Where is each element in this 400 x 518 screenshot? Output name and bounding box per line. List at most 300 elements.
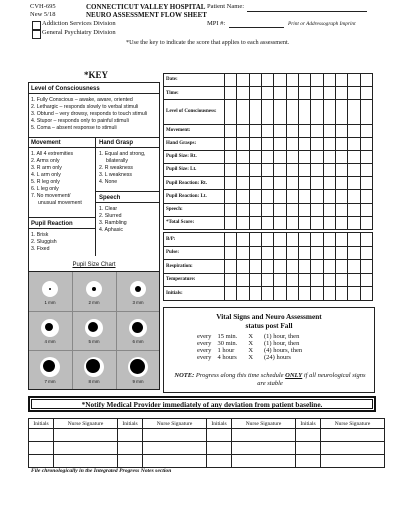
flow-cell[interactable] bbox=[323, 87, 335, 100]
flow-cell[interactable] bbox=[249, 190, 261, 203]
flow-row bbox=[164, 203, 373, 216]
flow-row-label: Pulse: bbox=[164, 246, 225, 260]
neuro-flow-grid bbox=[163, 73, 373, 229]
flow-cell[interactable] bbox=[261, 137, 273, 150]
flow-cell[interactable] bbox=[237, 273, 249, 287]
flow-cell[interactable] bbox=[225, 124, 237, 137]
flow-cell[interactable] bbox=[311, 164, 323, 177]
flow-cell[interactable] bbox=[286, 150, 298, 163]
flow-cell[interactable] bbox=[249, 246, 261, 260]
flow-row bbox=[164, 233, 373, 247]
flow-cell[interactable] bbox=[261, 190, 273, 203]
initials-header: Initials bbox=[296, 419, 321, 429]
flow-cell[interactable] bbox=[298, 177, 310, 190]
flow-cell[interactable] bbox=[348, 273, 360, 287]
flow-cell[interactable] bbox=[225, 273, 237, 287]
schedule-cell: X bbox=[248, 340, 254, 347]
flow-cell[interactable] bbox=[286, 177, 298, 190]
flow-row-label: *Total Score: bbox=[164, 216, 225, 229]
flow-cell[interactable] bbox=[286, 246, 298, 260]
flow-cell[interactable] bbox=[274, 137, 286, 150]
flow-cell[interactable] bbox=[311, 203, 323, 216]
flow-cell[interactable] bbox=[237, 74, 249, 87]
flow-cell[interactable] bbox=[274, 246, 286, 260]
schedule-cell: every bbox=[197, 347, 212, 354]
flow-cell[interactable] bbox=[311, 74, 323, 87]
flow-cell[interactable] bbox=[261, 273, 273, 287]
flow-cell[interactable] bbox=[311, 190, 323, 203]
flow-cell[interactable] bbox=[261, 246, 273, 260]
flow-cell[interactable] bbox=[348, 87, 360, 100]
initials-cell[interactable] bbox=[118, 442, 143, 455]
speech-title: Speech bbox=[99, 195, 121, 201]
flow-cell[interactable] bbox=[335, 203, 347, 216]
flow-cell[interactable] bbox=[323, 74, 335, 87]
nurse-signature-header: Nurse Signature bbox=[54, 419, 118, 429]
flow-cell[interactable] bbox=[335, 164, 347, 177]
flow-cell[interactable] bbox=[261, 233, 273, 247]
flow-cell[interactable] bbox=[311, 260, 323, 274]
flow-cell[interactable] bbox=[323, 233, 335, 247]
pupil-reaction-item: 3. Fixed bbox=[31, 246, 50, 252]
flow-cell[interactable] bbox=[323, 190, 335, 203]
flow-cell[interactable] bbox=[348, 233, 360, 247]
nurse-signature-cell[interactable] bbox=[232, 455, 296, 468]
nurse-signature-cell[interactable] bbox=[54, 442, 118, 455]
general-psych-checkbox[interactable] bbox=[32, 30, 41, 39]
flow-cell[interactable] bbox=[298, 87, 310, 100]
pupil-chart-title: Pupil Size Chart bbox=[72, 262, 116, 268]
flow-cell[interactable] bbox=[274, 164, 286, 177]
flow-cell[interactable] bbox=[335, 150, 347, 163]
flow-cell[interactable] bbox=[311, 273, 323, 287]
flow-cell[interactable] bbox=[225, 246, 237, 260]
flow-cell[interactable] bbox=[311, 233, 323, 247]
flow-cell[interactable] bbox=[360, 260, 372, 274]
flow-cell[interactable] bbox=[261, 287, 273, 301]
flow-row-label: Respiration: bbox=[164, 260, 225, 274]
flow-cell[interactable] bbox=[348, 287, 360, 301]
hand-grasp-item: 4. None bbox=[99, 179, 118, 185]
mpi-field[interactable] bbox=[229, 27, 284, 28]
flow-cell[interactable] bbox=[360, 124, 372, 137]
flow-cell[interactable] bbox=[298, 260, 310, 274]
flow-cell[interactable] bbox=[360, 150, 372, 163]
flow-cell[interactable] bbox=[323, 177, 335, 190]
flow-cell[interactable] bbox=[261, 87, 273, 100]
hand-grasp-item: bilaterally bbox=[106, 158, 128, 164]
schedule-cell: 1 hour bbox=[217, 347, 235, 354]
signature-table bbox=[28, 418, 376, 462]
patient-name-field[interactable] bbox=[247, 11, 367, 12]
flow-cell[interactable] bbox=[298, 74, 310, 87]
flow-cell[interactable] bbox=[261, 260, 273, 274]
nurse-signature-cell[interactable] bbox=[54, 429, 118, 442]
schedule-cell: every bbox=[197, 333, 212, 340]
flow-cell[interactable] bbox=[298, 246, 310, 260]
flow-cell[interactable] bbox=[274, 100, 286, 124]
flow-cell[interactable] bbox=[249, 177, 261, 190]
flow-cell[interactable] bbox=[261, 203, 273, 216]
flow-cell[interactable] bbox=[323, 246, 335, 260]
flow-cell[interactable] bbox=[360, 287, 372, 301]
flow-cell[interactable] bbox=[323, 216, 335, 229]
schedule-cell: 4 hours bbox=[217, 354, 237, 361]
flow-cell[interactable] bbox=[323, 124, 335, 137]
flow-cell[interactable] bbox=[286, 287, 298, 301]
flow-cell[interactable] bbox=[225, 100, 237, 124]
flow-cell[interactable] bbox=[335, 87, 347, 100]
pupil-circle-3mm bbox=[130, 281, 146, 297]
flow-cell[interactable] bbox=[286, 137, 298, 150]
schedule-cell: 15 min. bbox=[217, 333, 238, 340]
flow-cell[interactable] bbox=[249, 87, 261, 100]
flow-cell[interactable] bbox=[225, 164, 237, 177]
addiction-division-label: Addiction Services Division bbox=[42, 20, 116, 27]
flow-cell[interactable] bbox=[249, 216, 261, 229]
flow-cell[interactable] bbox=[360, 177, 372, 190]
flow-cell[interactable] bbox=[225, 203, 237, 216]
flow-cell[interactable] bbox=[298, 273, 310, 287]
consciousness-item: 5. Coma – absent response to stimuli bbox=[31, 125, 117, 131]
flow-cell[interactable] bbox=[249, 273, 261, 287]
flow-cell[interactable] bbox=[360, 273, 372, 287]
flow-cell[interactable] bbox=[348, 164, 360, 177]
flow-row-label: Level of Consciousness: bbox=[164, 100, 225, 124]
flow-cell[interactable] bbox=[237, 177, 249, 190]
flow-cell[interactable] bbox=[249, 164, 261, 177]
initials-cell[interactable] bbox=[296, 429, 321, 442]
flow-cell[interactable] bbox=[225, 74, 237, 87]
flow-row-label: Date: bbox=[164, 74, 225, 87]
movement-section bbox=[29, 137, 96, 217]
flow-cell[interactable] bbox=[286, 203, 298, 216]
flow-cell[interactable] bbox=[311, 137, 323, 150]
flow-cell[interactable] bbox=[335, 233, 347, 247]
flow-cell[interactable] bbox=[335, 273, 347, 287]
flow-cell[interactable] bbox=[348, 246, 360, 260]
pupil-size-label: 8 mm bbox=[88, 379, 100, 384]
flow-cell[interactable] bbox=[311, 150, 323, 163]
flow-cell[interactable] bbox=[323, 260, 335, 274]
flow-cell[interactable] bbox=[335, 216, 347, 229]
flow-cell[interactable] bbox=[335, 260, 347, 274]
flow-cell[interactable] bbox=[348, 137, 360, 150]
flow-cell[interactable] bbox=[225, 216, 237, 229]
flow-cell[interactable] bbox=[335, 124, 347, 137]
nurse-signature-cell[interactable] bbox=[143, 455, 207, 468]
flow-row-label: Pupil Size: Rt. bbox=[164, 150, 225, 163]
notify-text: *Notify Medical Provider immediately of any deviation from patient baseline. bbox=[31, 399, 373, 409]
flow-cell[interactable] bbox=[249, 150, 261, 163]
flow-cell[interactable] bbox=[225, 137, 237, 150]
flow-row-label: Pupil Size: Lt. bbox=[164, 164, 225, 177]
flow-cell[interactable] bbox=[286, 124, 298, 137]
pupil-size-label: 3 mm bbox=[132, 300, 144, 305]
flow-cell[interactable] bbox=[323, 100, 335, 124]
flow-cell[interactable] bbox=[298, 100, 310, 124]
flow-cell[interactable] bbox=[225, 260, 237, 274]
movement-title: Movement bbox=[31, 140, 61, 146]
initials-header: Initials bbox=[118, 419, 143, 429]
initials-cell[interactable] bbox=[296, 442, 321, 455]
flow-cell[interactable] bbox=[249, 260, 261, 274]
flow-row-label: Movement: bbox=[164, 124, 225, 137]
flow-cell[interactable] bbox=[249, 137, 261, 150]
flow-cell[interactable] bbox=[274, 177, 286, 190]
flow-cell[interactable] bbox=[286, 190, 298, 203]
flow-cell[interactable] bbox=[360, 100, 372, 124]
flow-cell[interactable] bbox=[298, 137, 310, 150]
nurse-signature-cell[interactable] bbox=[321, 455, 385, 468]
flow-cell[interactable] bbox=[261, 177, 273, 190]
flow-cell[interactable] bbox=[311, 177, 323, 190]
flow-cell[interactable] bbox=[274, 216, 286, 229]
schedule-cell: X bbox=[248, 333, 254, 340]
initials-cell[interactable] bbox=[29, 442, 54, 455]
nurse-signature-cell[interactable] bbox=[321, 442, 385, 455]
initials-cell[interactable] bbox=[29, 455, 54, 468]
initials-cell[interactable] bbox=[118, 429, 143, 442]
flow-cell[interactable] bbox=[237, 124, 249, 137]
flow-cell[interactable] bbox=[261, 100, 273, 124]
flow-cell[interactable] bbox=[311, 246, 323, 260]
flow-cell[interactable] bbox=[348, 150, 360, 163]
pupil-circle-4mm bbox=[41, 319, 59, 337]
pupil-circle-8mm bbox=[84, 357, 104, 377]
flow-cell[interactable] bbox=[237, 150, 249, 163]
flow-cell[interactable] bbox=[274, 87, 286, 100]
nurse-signature-cell[interactable] bbox=[143, 442, 207, 455]
flow-cell[interactable] bbox=[225, 287, 237, 301]
flow-cell[interactable] bbox=[323, 287, 335, 301]
flow-cell[interactable] bbox=[348, 100, 360, 124]
flow-cell[interactable] bbox=[286, 273, 298, 287]
flow-cell[interactable] bbox=[237, 100, 249, 124]
addiction-division-checkbox[interactable] bbox=[32, 21, 41, 30]
pupil-size-label: 9 mm bbox=[132, 379, 144, 384]
flow-cell[interactable] bbox=[298, 216, 310, 229]
flow-cell[interactable] bbox=[298, 190, 310, 203]
flow-cell[interactable] bbox=[237, 203, 249, 216]
vitals-title: Vital Signs and Neuro Assessment bbox=[216, 312, 322, 321]
flow-cell[interactable] bbox=[261, 124, 273, 137]
flow-cell[interactable] bbox=[323, 273, 335, 287]
flow-cell[interactable] bbox=[348, 203, 360, 216]
flow-cell[interactable] bbox=[261, 150, 273, 163]
flow-cell[interactable] bbox=[274, 74, 286, 87]
flow-cell[interactable] bbox=[348, 216, 360, 229]
pupil-circle-2mm bbox=[86, 281, 102, 297]
flow-cell[interactable] bbox=[286, 74, 298, 87]
flow-cell[interactable] bbox=[225, 150, 237, 163]
nurse-signature-cell[interactable] bbox=[54, 455, 118, 468]
speech-item: 1. Clear bbox=[99, 206, 118, 212]
flow-cell[interactable] bbox=[348, 190, 360, 203]
flow-cell[interactable] bbox=[286, 100, 298, 124]
flow-cell[interactable] bbox=[286, 87, 298, 100]
flow-cell[interactable] bbox=[225, 233, 237, 247]
flow-cell[interactable] bbox=[237, 164, 249, 177]
flow-cell[interactable] bbox=[286, 260, 298, 274]
flow-cell[interactable] bbox=[298, 124, 310, 137]
nurse-signature-header: Nurse Signature bbox=[232, 419, 296, 429]
schedule-cell: (1) hour, then bbox=[264, 333, 300, 340]
flow-cell[interactable] bbox=[261, 164, 273, 177]
flow-row-label: B/P: bbox=[164, 233, 225, 247]
flow-cell[interactable] bbox=[298, 233, 310, 247]
flow-cell[interactable] bbox=[249, 233, 261, 247]
pupil-circle-6mm bbox=[129, 319, 147, 337]
flow-cell[interactable] bbox=[323, 164, 335, 177]
initials-cell[interactable] bbox=[29, 429, 54, 442]
nurse-signature-cell[interactable] bbox=[232, 429, 296, 442]
flow-cell[interactable] bbox=[335, 74, 347, 87]
movement-item: unusual movement bbox=[38, 200, 82, 206]
flow-cell[interactable] bbox=[237, 287, 249, 301]
pupil-reaction-item: 1. Brisk bbox=[31, 232, 49, 238]
flow-cell[interactable] bbox=[261, 216, 273, 229]
flow-cell[interactable] bbox=[286, 216, 298, 229]
vitals-schedule-table bbox=[194, 333, 305, 361]
flow-cell[interactable] bbox=[323, 137, 335, 150]
initials-cell[interactable] bbox=[207, 442, 232, 455]
flow-cell[interactable] bbox=[298, 164, 310, 177]
flow-cell[interactable] bbox=[298, 203, 310, 216]
schedule-cell: (4) hours, then bbox=[264, 347, 303, 354]
flow-cell[interactable] bbox=[249, 287, 261, 301]
movement-item: 1. All 4 extremities bbox=[31, 151, 74, 157]
flow-cell[interactable] bbox=[237, 233, 249, 247]
flow-cell[interactable] bbox=[360, 190, 372, 203]
flow-cell[interactable] bbox=[311, 287, 323, 301]
pupil-reaction-title: Pupil Reaction bbox=[31, 221, 73, 227]
nurse-signature-cell[interactable] bbox=[143, 429, 207, 442]
flow-cell[interactable] bbox=[274, 260, 286, 274]
pupil-size-label: 6 mm bbox=[132, 339, 144, 344]
flow-cell[interactable] bbox=[323, 150, 335, 163]
flow-cell[interactable] bbox=[249, 124, 261, 137]
initials-cell[interactable] bbox=[118, 455, 143, 468]
flow-cell[interactable] bbox=[274, 203, 286, 216]
flow-cell[interactable] bbox=[311, 87, 323, 100]
movement-item: 3. R arm only bbox=[31, 165, 62, 171]
flow-cell[interactable] bbox=[298, 150, 310, 163]
flow-cell[interactable] bbox=[249, 74, 261, 87]
flow-cell[interactable] bbox=[225, 190, 237, 203]
flow-cell[interactable] bbox=[360, 233, 372, 247]
flow-cell[interactable] bbox=[237, 137, 249, 150]
nurse-signature-cell[interactable] bbox=[321, 429, 385, 442]
nurse-signature-header: Nurse Signature bbox=[321, 419, 385, 429]
flow-cell[interactable] bbox=[274, 273, 286, 287]
sheet-title: NEURO ASSESSMENT FLOW SHEET bbox=[86, 11, 207, 19]
flow-cell[interactable] bbox=[360, 87, 372, 100]
initials-cell[interactable] bbox=[207, 455, 232, 468]
pupil-circle-1mm bbox=[42, 281, 58, 297]
flow-cell[interactable] bbox=[348, 124, 360, 137]
flow-cell[interactable] bbox=[335, 177, 347, 190]
flow-row-label: Pupil Reaction: Rt. bbox=[164, 177, 225, 190]
flow-cell[interactable] bbox=[348, 74, 360, 87]
flow-cell[interactable] bbox=[335, 100, 347, 124]
general-psych-label: General Psychiatry Division bbox=[42, 29, 116, 36]
form-number: CVH-695 bbox=[30, 3, 56, 10]
flow-cell[interactable] bbox=[274, 190, 286, 203]
flow-cell[interactable] bbox=[335, 246, 347, 260]
flow-row bbox=[164, 273, 373, 287]
flow-row bbox=[164, 164, 373, 177]
flow-cell[interactable] bbox=[348, 260, 360, 274]
imprint-label: Print or Addressograph Imprint bbox=[288, 21, 356, 27]
flow-cell[interactable] bbox=[335, 137, 347, 150]
flow-cell[interactable] bbox=[249, 203, 261, 216]
flow-cell[interactable] bbox=[311, 216, 323, 229]
flow-cell[interactable] bbox=[237, 87, 249, 100]
consciousness-list bbox=[31, 97, 147, 132]
flow-cell[interactable] bbox=[274, 124, 286, 137]
schedule-cell: 30 min. bbox=[217, 340, 238, 347]
initials-cell[interactable] bbox=[207, 429, 232, 442]
key-instruction: *Use the key to indicate the score that applies to each assessment. bbox=[126, 39, 290, 46]
flow-cell[interactable] bbox=[237, 190, 249, 203]
flow-cell[interactable] bbox=[286, 164, 298, 177]
flow-cell[interactable] bbox=[311, 100, 323, 124]
schedule-cell: X bbox=[248, 347, 254, 354]
flow-cell[interactable] bbox=[237, 216, 249, 229]
flow-cell[interactable] bbox=[360, 246, 372, 260]
flow-row-label: Speech: bbox=[164, 203, 225, 216]
flow-cell[interactable] bbox=[323, 203, 335, 216]
schedule-cell: (24) hours bbox=[264, 354, 291, 361]
flow-cell[interactable] bbox=[274, 150, 286, 163]
flow-row bbox=[164, 150, 373, 163]
flow-cell[interactable] bbox=[237, 260, 249, 274]
consciousness-item: 1. Fully Conscious – awake, aware, oriented bbox=[31, 97, 133, 103]
flow-cell[interactable] bbox=[360, 216, 372, 229]
flow-row-label: Pupil Reaction: Lt. bbox=[164, 190, 225, 203]
flow-cell[interactable] bbox=[360, 164, 372, 177]
flow-cell[interactable] bbox=[261, 74, 273, 87]
flow-cell[interactable] bbox=[274, 233, 286, 247]
flow-cell[interactable] bbox=[298, 287, 310, 301]
flow-row bbox=[164, 216, 373, 229]
flow-cell[interactable] bbox=[335, 190, 347, 203]
initials-cell[interactable] bbox=[296, 455, 321, 468]
flow-cell[interactable] bbox=[225, 177, 237, 190]
nurse-signature-cell[interactable] bbox=[232, 442, 296, 455]
flow-cell[interactable] bbox=[237, 246, 249, 260]
initials-header: Initials bbox=[207, 419, 232, 429]
movement-item: 2. Arms only bbox=[31, 158, 60, 164]
consciousness-title: Level of Consciousness bbox=[31, 86, 100, 92]
flow-cell[interactable] bbox=[335, 287, 347, 301]
flow-cell[interactable] bbox=[286, 233, 298, 247]
flow-cell[interactable] bbox=[360, 74, 372, 87]
header bbox=[0, 0, 400, 70]
flow-cell[interactable] bbox=[274, 287, 286, 301]
hand-grasp-title: Hand Grasp bbox=[99, 140, 134, 146]
speech-item: 2. Slurred bbox=[99, 213, 122, 219]
pupil-reaction-item: 2. Sluggish bbox=[31, 239, 57, 245]
movement-item: 7. No movement/ bbox=[31, 193, 71, 199]
flow-cell[interactable] bbox=[348, 177, 360, 190]
flow-cell[interactable] bbox=[249, 100, 261, 124]
flow-cell[interactable] bbox=[360, 137, 372, 150]
flow-cell[interactable] bbox=[360, 203, 372, 216]
flow-cell[interactable] bbox=[311, 124, 323, 137]
flow-cell[interactable] bbox=[225, 87, 237, 100]
